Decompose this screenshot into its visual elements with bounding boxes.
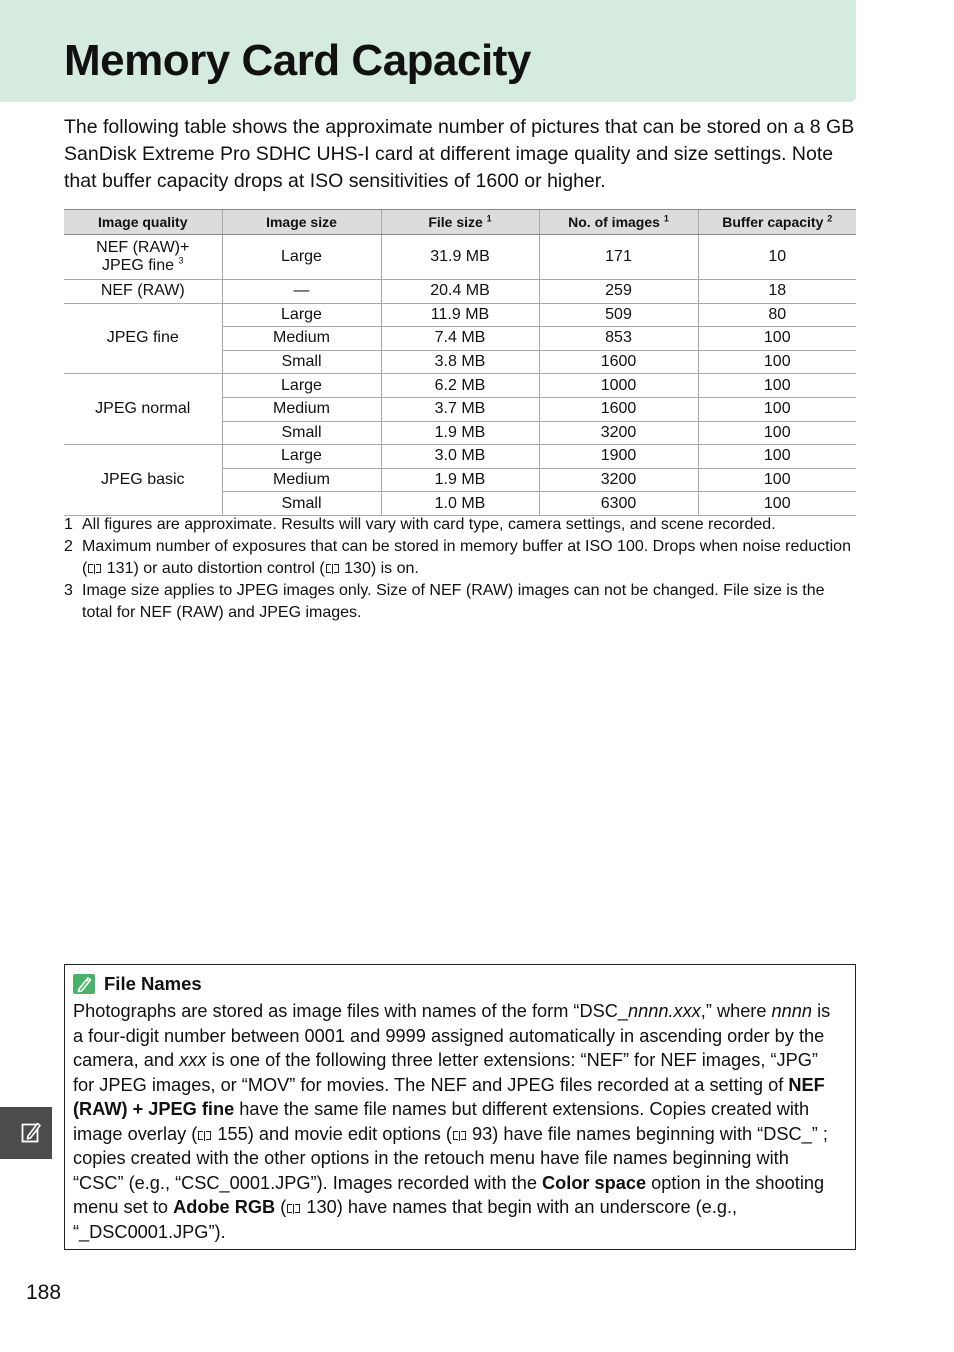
footnote: [64, 580, 856, 624]
table-row: [64, 445, 856, 469]
cell-size: Large: [222, 235, 381, 280]
footnote-ref: 1: [486, 213, 492, 224]
cell-file-size: 1.9 MB: [381, 421, 539, 445]
header-image-quality: Image quality: [64, 210, 222, 235]
cell-buffer: 100: [698, 350, 856, 374]
footnote: [64, 536, 856, 580]
footnote-number: 3: [64, 582, 73, 599]
cell-images: 3200: [539, 421, 698, 445]
pencil-square-icon: [21, 1121, 41, 1143]
cell-file-size: 7.4 MB: [381, 327, 539, 351]
cell-buffer: 10: [698, 235, 856, 280]
page-reference[interactable]: 130: [344, 560, 371, 577]
cell-quality: NEF (RAW): [64, 280, 222, 304]
page-number: 188: [26, 1281, 62, 1304]
file-names-note-box: [64, 964, 856, 1250]
cell-buffer: 100: [698, 397, 856, 421]
cell-file-size: 31.9 MB: [381, 235, 539, 280]
cell-file-size: 6.2 MB: [381, 374, 539, 398]
book-icon: [88, 564, 101, 574]
page-reference[interactable]: 131: [106, 560, 134, 577]
page-reference[interactable]: 93: [472, 1123, 493, 1144]
cell-buffer: 100: [698, 421, 856, 445]
cell-images: 259: [539, 280, 698, 304]
cell-buffer: 100: [698, 327, 856, 351]
footnote-ref: 2: [827, 213, 833, 224]
page-reference[interactable]: 130: [306, 1197, 337, 1217]
cell-file-size: 1.0 MB: [381, 492, 539, 516]
cell-images: 1900: [539, 445, 698, 469]
cell-buffer: 100: [698, 468, 856, 492]
footnote-text: All figures are approximate. Results will vary with card type, camera settings, and scene recorded.: [82, 516, 776, 533]
note-body: Photographs are stored as image files with names of the form “DSC_nnnn.xxx,” where nnnn is a four-digit number between 0001 and 9999 assigned automatically in ascending order by the camera, and xxx is one of the following three letter extensions: “NEF” for NEF images, “JPG” for JPEG images, or “MOV” for movies. The NEF and JPEG files recorded at a setting of NEF (RAW) + JPEG fine have the same file names but different extensions. Copies created with image overlay ( 155) and movie edit options ( 93) have file names beginning with “DSC_” ; copies created with the other options in the retouch menu have file names beginning with “CSC” (e.g., “CSC_0001.JPG”). Images recorded with the Color space option in the shooting menu set to Adobe RGB ( 130) have names that begin with an underscore (e.g., “_DSC0001.JPG”).: [73, 1001, 831, 1242]
cell-file-size: 11.9 MB: [381, 303, 539, 327]
table-row: [64, 374, 856, 398]
cell-file-size: 1.9 MB: [381, 468, 539, 492]
footnote-number: 1: [64, 516, 73, 533]
cell-quality: JPEG fine: [64, 303, 222, 374]
cell-images: 1600: [539, 397, 698, 421]
cell-images: 853: [539, 327, 698, 351]
footnotes: [64, 514, 856, 624]
cell-buffer: 100: [698, 445, 856, 469]
cell-size: —: [222, 280, 381, 304]
header-file-size: File size $^1$: [381, 210, 539, 235]
cell-images: 1600: [539, 350, 698, 374]
cell-images: 509: [539, 303, 698, 327]
book-icon: [287, 1204, 300, 1214]
cell-size: Large: [222, 374, 381, 398]
cell-size: Medium: [222, 468, 381, 492]
cell-file-size: 3.0 MB: [381, 445, 539, 469]
page-title: Memory Card Capacity: [64, 36, 531, 85]
cell-buffer: 100: [698, 492, 856, 516]
table-row: [64, 280, 856, 304]
footnote-ref: 1: [663, 213, 669, 224]
footnote-ref: 3: [178, 255, 184, 266]
header-buffer-capacity: Buffer capacity $^2$: [698, 210, 856, 235]
cell-file-size: 3.7 MB: [381, 397, 539, 421]
footnote: [64, 514, 856, 536]
pencil-icon: [73, 974, 95, 994]
table-row: [64, 235, 856, 280]
capacity-table: [64, 209, 856, 516]
book-icon: [326, 564, 339, 574]
cell-size: Small: [222, 421, 381, 445]
header-image-size: Image size: [222, 210, 381, 235]
note-header: [73, 969, 843, 999]
cell-size: Medium: [222, 397, 381, 421]
cell-size: Small: [222, 350, 381, 374]
cell-size: Large: [222, 303, 381, 327]
cell-images: 171: [539, 235, 698, 280]
intro-paragraph: The following table shows the approximate number of pictures that can be stored on a 8 GB SanDisk Extreme Pro SDHC UHS-I card at different image quality and size settings. Note that buffer capacity drops at ISO sensitivities of 1600 or higher.: [64, 116, 855, 192]
cell-size: Medium: [222, 327, 381, 351]
cell-images: 6300: [539, 492, 698, 516]
footnote-text: Maximum number of exposures that can be stored in memory buffer at ISO 100. Drops when noise reduction ( 131) or auto distortion control ( 130) is on.: [82, 538, 851, 577]
cell-size: Small: [222, 492, 381, 516]
cell-buffer: 18: [698, 280, 856, 304]
book-icon: [453, 1131, 466, 1141]
cell-buffer: 80: [698, 303, 856, 327]
table-row: [64, 303, 856, 327]
book-icon: [198, 1131, 211, 1141]
cell-file-size: 20.4 MB: [381, 280, 539, 304]
cell-file-size: 3.8 MB: [381, 350, 539, 374]
cell-quality: JPEG basic: [64, 445, 222, 516]
cell-images: 3200: [539, 468, 698, 492]
header-number-of-images: No. of images $^1$: [539, 210, 698, 235]
section-side-tab[interactable]: [0, 1107, 52, 1159]
note-title: File Names: [104, 973, 202, 994]
cell-quality: JPEG normal: [64, 374, 222, 445]
cell-buffer: 100: [698, 374, 856, 398]
cell-images: 1000: [539, 374, 698, 398]
footnote-number: 2: [64, 538, 73, 555]
table-header-row: [64, 210, 856, 235]
page-reference[interactable]: 155: [217, 1123, 248, 1144]
cell-size: Large: [222, 445, 381, 469]
cell-quality: NEF (RAW)+ JPEG fine $^3$: [64, 235, 222, 280]
footnote-text: Image size applies to JPEG images only. Size of NEF (RAW) images can not be changed. File size is the total for NEF (RAW) and JPEG images.: [82, 582, 825, 621]
